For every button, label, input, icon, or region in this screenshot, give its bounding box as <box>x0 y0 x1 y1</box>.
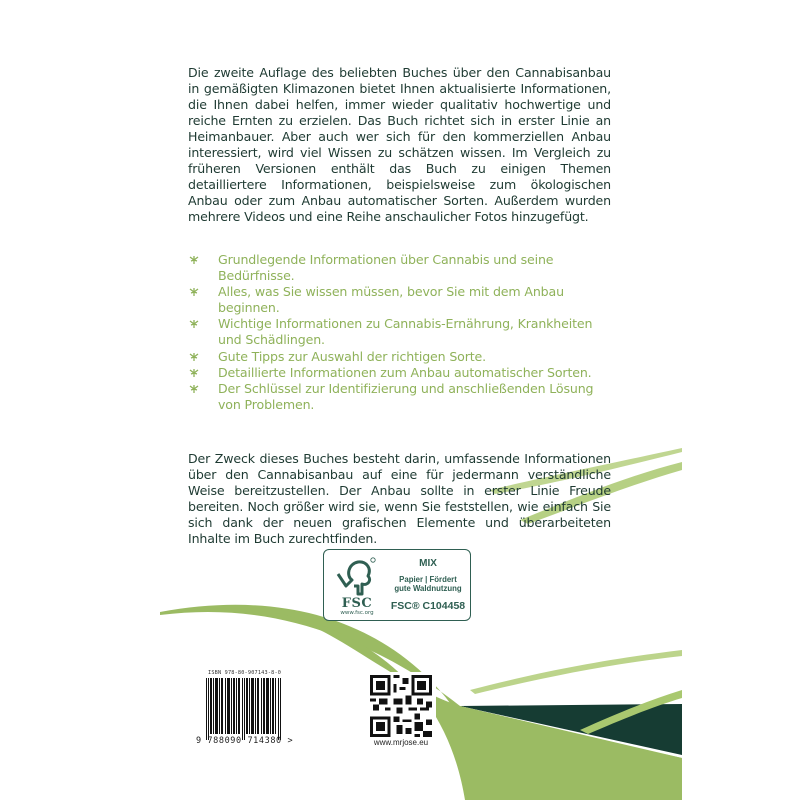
fsc-wordmark: FSC <box>341 596 373 611</box>
qr-code-block <box>366 672 436 750</box>
outro-paragraph: Der Zweck dieses Buches besteht darin, umfassende Informationen über den Cannabisanbau auf eine für jedermann verständliche Weise bereitzustellen. Der Anbau sollte in erster Linie Freude bereiten. Noch größer wird sie, wenn Sie feststellen, wie einfach Sie sich dank der neuen grafischen Elemente und überarbeiteten Inhalte im Buch zurechtfinden. <box>188 450 611 547</box>
list-item <box>188 316 618 348</box>
list-item-text: Detaillierte Informationen zum Anbau automatischer Sorten. <box>218 364 592 380</box>
list-item-text: Alles, was Sie wissen müssen, bevor Sie mit dem Anbau beginnen. <box>218 284 564 316</box>
list-item-text: Grundlegende Informationen über Cannabis und seine Bedürfnisse. <box>218 252 554 284</box>
barcode-digits: 9 788090 714380 > <box>196 736 294 746</box>
fsc-url: www.fsc.org <box>340 610 374 616</box>
website-url: www.mrjose.eu <box>373 738 429 747</box>
list-item <box>188 349 618 365</box>
cannabis-leaf-icon <box>189 319 199 329</box>
list-item <box>188 365 618 381</box>
list-item-text: Wichtige Informationen zu Cannabis-Ernährung, Krankheiten und Schädlingen. <box>218 316 593 348</box>
list-item-text: Gute Tipps zur Auswahl der richtigen Sorte. <box>218 348 487 364</box>
fsc-desc-line2: gute Waldnutzung <box>394 584 462 593</box>
barcode-bars <box>206 678 284 740</box>
isbn-barcode <box>196 670 294 750</box>
cannabis-leaf-icon <box>189 368 199 378</box>
cannabis-leaf-icon <box>189 384 199 394</box>
fsc-mix-label: MIX <box>419 558 437 569</box>
isbn-label: ISBN 978-80-907143-8-0 <box>208 670 282 676</box>
list-item <box>188 284 618 316</box>
intro-paragraph: Die zweite Auflage des beliebten Buches über den Cannabisanbau in gemäßigten Klimazonen bietet Ihnen aktualisierte Informationen, die Ihnen dabei helfen, immer wieder qualitativ hochwertige und reiche Ernten zu erzielen. Das Buch richtet sich in erster Linie an Heimanbauer. Aber auch wer sich für den kommerziellen Anbau interessiert, wird viel Wissen zu schätzen wissen. Im Vergleich zu früheren Versionen enthält das Buch zu einigen Themen detailliertere Informationen, beispielsweise zum ökologischen Anbau oder zum Anbau automatischer Sorten. Außerdem wurden mehrere Videos und eine Reihe anschaulicher Fotos hinzugefügt. <box>188 64 611 225</box>
fsc-description <box>386 575 470 593</box>
list-item <box>188 252 618 284</box>
cannabis-leaf-icon <box>189 352 199 362</box>
qr-code-icon <box>370 675 432 737</box>
list-item-text: Der Schlüssel zur Identifizierung und anschließenden Lösung von Problemen. <box>218 380 594 412</box>
book-back-cover <box>160 0 682 800</box>
fsc-desc-line1: Papier | Fördert <box>399 575 457 584</box>
fsc-certification-badge <box>323 549 471 621</box>
cannabis-leaf-icon <box>189 255 199 265</box>
feature-list <box>188 252 618 413</box>
list-item <box>188 381 618 413</box>
fsc-license-code: FSC® C104458 <box>390 600 466 612</box>
cannabis-leaf-icon <box>189 287 199 297</box>
